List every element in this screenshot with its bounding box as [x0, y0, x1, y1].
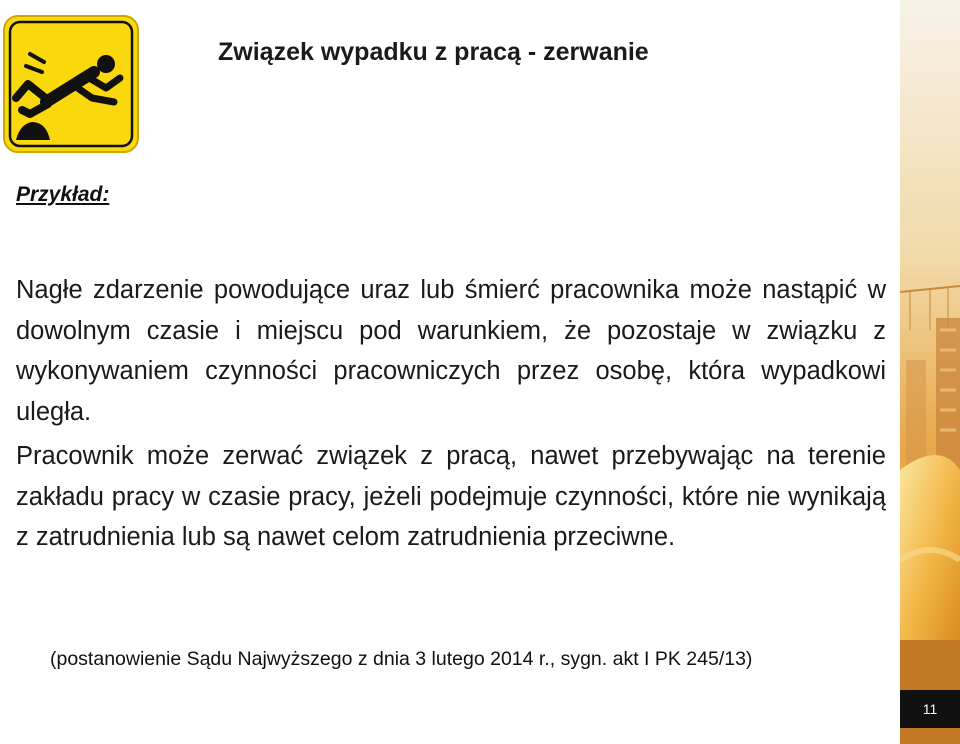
page-title: Związek wypadku z pracą - zerwanie: [218, 38, 649, 66]
construction-helmet-decor: [900, 0, 960, 744]
construction-decor-strip: [900, 0, 960, 744]
example-label: Przykład:: [16, 183, 110, 206]
page-number: 11: [900, 690, 960, 728]
falling-person-icon: [2, 14, 140, 154]
court-citation: (postanowienie Sądu Najwyższego z dnia 3 lutego 2014 r., sygn. akt I PK 245/13): [50, 648, 753, 670]
paragraph-breaking-link: Pracownik może zerwać związek z pracą, nawet przebywając na terenie zakładu pracy w czasie pracy, jeżeli podejmuje czynności, które nie wynikają z zatrudnienia lub są nawet celom zatrudnienia przeciwne.: [16, 442, 886, 551]
falling-person-warning-sign: [2, 14, 140, 154]
paragraph-definition: Nagłe zdarzenie powodujące uraz lub śmierć pracownika może nastąpić w dowolnym czasie i miejscu pod warunkiem, że pozostaje w związku z wykonywaniem czynności pracowniczych przez osobę, która wypadkowi uległa.: [16, 276, 886, 426]
